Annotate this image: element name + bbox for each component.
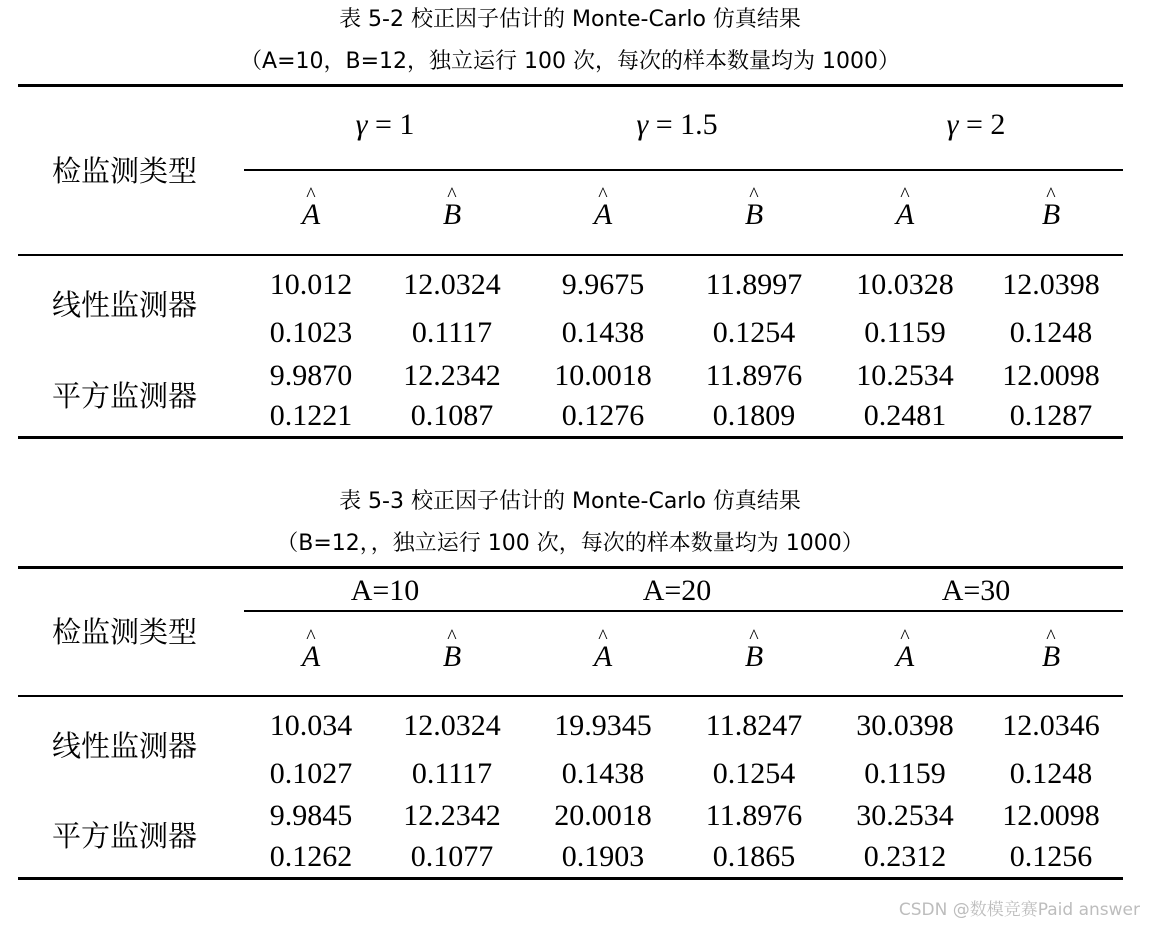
table1-top-rule xyxy=(18,84,1123,87)
table-cell: 12.0098 xyxy=(1002,359,1100,392)
table1-est-b-hat: ^ B xyxy=(745,198,763,232)
table-cell: 0.1254 xyxy=(712,757,796,790)
table1-est-b-hat: ^ B xyxy=(1042,198,1060,232)
table-cell: 11.8997 xyxy=(705,268,803,301)
table-cell: 0.1248 xyxy=(1009,316,1093,349)
table-cell: 30.0398 xyxy=(856,709,954,742)
table2-group-a10: A=10 xyxy=(350,574,420,607)
table2-row-label-linear: 线性监测器 xyxy=(52,729,198,763)
table-cell: 0.1256 xyxy=(1009,840,1093,873)
table1-mid-rule xyxy=(18,254,1123,256)
table-cell: 10.012 xyxy=(269,268,353,301)
table2-title: 表 5-3 校正因子估计的 Monte-Carlo 仿真结果 xyxy=(339,489,801,514)
table-cell: 0.1027 xyxy=(269,757,353,790)
table1-bottom-rule xyxy=(18,436,1123,439)
table1-row-label-linear: 线性监测器 xyxy=(52,288,198,322)
table1-row-label-square: 平方监测器 xyxy=(52,379,198,413)
table2-est-a-hat: ^ A xyxy=(896,640,914,674)
table-cell: 0.1159 xyxy=(864,757,946,790)
table-cell: 11.8976 xyxy=(705,359,803,392)
table1-title: 表 5-2 校正因子估计的 Monte-Carlo 仿真结果 xyxy=(339,7,801,32)
watermark: CSDN @数模竞赛Paid answer xyxy=(898,900,1140,920)
table-cell: 0.1438 xyxy=(561,757,645,790)
table-cell: 0.1903 xyxy=(561,840,645,873)
table2-top-rule xyxy=(18,566,1123,569)
table-cell: 0.1159 xyxy=(864,316,946,349)
table-cell: 12.0324 xyxy=(403,709,501,742)
table1-subtitle: （A=10，B=12，独立运行 100 次，每次的样本数量均为 1000） xyxy=(240,49,900,74)
table-cell: 9.9870 xyxy=(269,359,353,392)
table-cell: 0.1438 xyxy=(561,316,645,349)
table-cell: 0.1276 xyxy=(561,399,645,432)
table2-est-a-hat: ^ A xyxy=(594,640,612,674)
table1-est-a-hat: ^ A xyxy=(896,198,914,232)
table-cell: 10.0328 xyxy=(856,268,954,301)
table-cell: 10.034 xyxy=(269,709,353,742)
table1-est-a-hat: ^ A xyxy=(302,198,320,232)
table1-est-a-hat: ^ A xyxy=(594,198,612,232)
table2-row-header: 检监测类型 xyxy=(52,615,198,649)
table-cell: 0.1117 xyxy=(411,757,493,790)
table1-group-gamma-1 xyxy=(356,108,415,142)
table1-row-header: 检监测类型 xyxy=(52,154,198,188)
table-cell: 0.1248 xyxy=(1009,757,1093,790)
table-cell: 0.1221 xyxy=(269,399,353,432)
table-cell: 30.2534 xyxy=(856,799,954,832)
table2-bottom-rule xyxy=(18,877,1123,880)
table1-group-rule xyxy=(244,169,1123,171)
table-cell: 0.1077 xyxy=(410,840,494,873)
table-cell: 19.9345 xyxy=(554,709,652,742)
table2-group-a20: A=20 xyxy=(642,574,712,607)
table1-group-gamma-2 xyxy=(947,108,1006,142)
table-cell: 0.1809 xyxy=(712,399,796,432)
table2-mid-rule xyxy=(18,695,1123,697)
table2-est-b-hat: ^ B xyxy=(745,640,763,674)
table-cell: 0.1865 xyxy=(712,840,796,873)
gamma-value: = 1 xyxy=(374,108,415,141)
gamma-symbol: γ xyxy=(946,108,959,141)
table2-group-rule xyxy=(244,610,1123,612)
table-cell: 11.8976 xyxy=(705,799,803,832)
table1-group-gamma-1-5 xyxy=(636,108,717,142)
table2-subtitle: （B=12，，独立运行 100 次，每次的样本数量均为 1000） xyxy=(276,531,864,556)
table-cell: 0.1287 xyxy=(1009,399,1093,432)
gamma-value: = 2 xyxy=(965,108,1006,141)
table-cell: 12.0398 xyxy=(1002,268,1100,301)
gamma-symbol: γ xyxy=(355,108,368,141)
table-cell: 12.0324 xyxy=(403,268,501,301)
table-cell: 10.2534 xyxy=(856,359,954,392)
table-cell: 0.1262 xyxy=(269,840,353,873)
table-cell: 0.2312 xyxy=(863,840,947,873)
table-cell: 12.0346 xyxy=(1002,709,1100,742)
table-cell: 12.2342 xyxy=(403,799,501,832)
table-cell: 12.0098 xyxy=(1002,799,1100,832)
table2-est-a-hat: ^ A xyxy=(302,640,320,674)
table2-row-label-square: 平方监测器 xyxy=(52,819,198,853)
table-cell: 9.9675 xyxy=(561,268,645,301)
table2-group-a30: A=30 xyxy=(941,574,1011,607)
table-cell: 0.1254 xyxy=(712,316,796,349)
table-cell: 0.1087 xyxy=(410,399,494,432)
table-cell: 20.0018 xyxy=(554,799,652,832)
table2-est-b-hat: ^ B xyxy=(443,640,461,674)
table-cell: 12.2342 xyxy=(403,359,501,392)
table-cell: 9.9845 xyxy=(269,799,353,832)
table-cell: 11.8247 xyxy=(705,709,803,742)
table-cell: 0.1023 xyxy=(269,316,353,349)
table1-est-b-hat: ^ B xyxy=(443,198,461,232)
gamma-symbol: γ xyxy=(636,108,649,141)
gamma-value: = 1.5 xyxy=(655,108,718,141)
table2-est-b-hat: ^ B xyxy=(1042,640,1060,674)
table-cell: 10.0018 xyxy=(554,359,652,392)
table-cell: 0.2481 xyxy=(863,399,947,432)
table-cell: 0.1117 xyxy=(411,316,493,349)
